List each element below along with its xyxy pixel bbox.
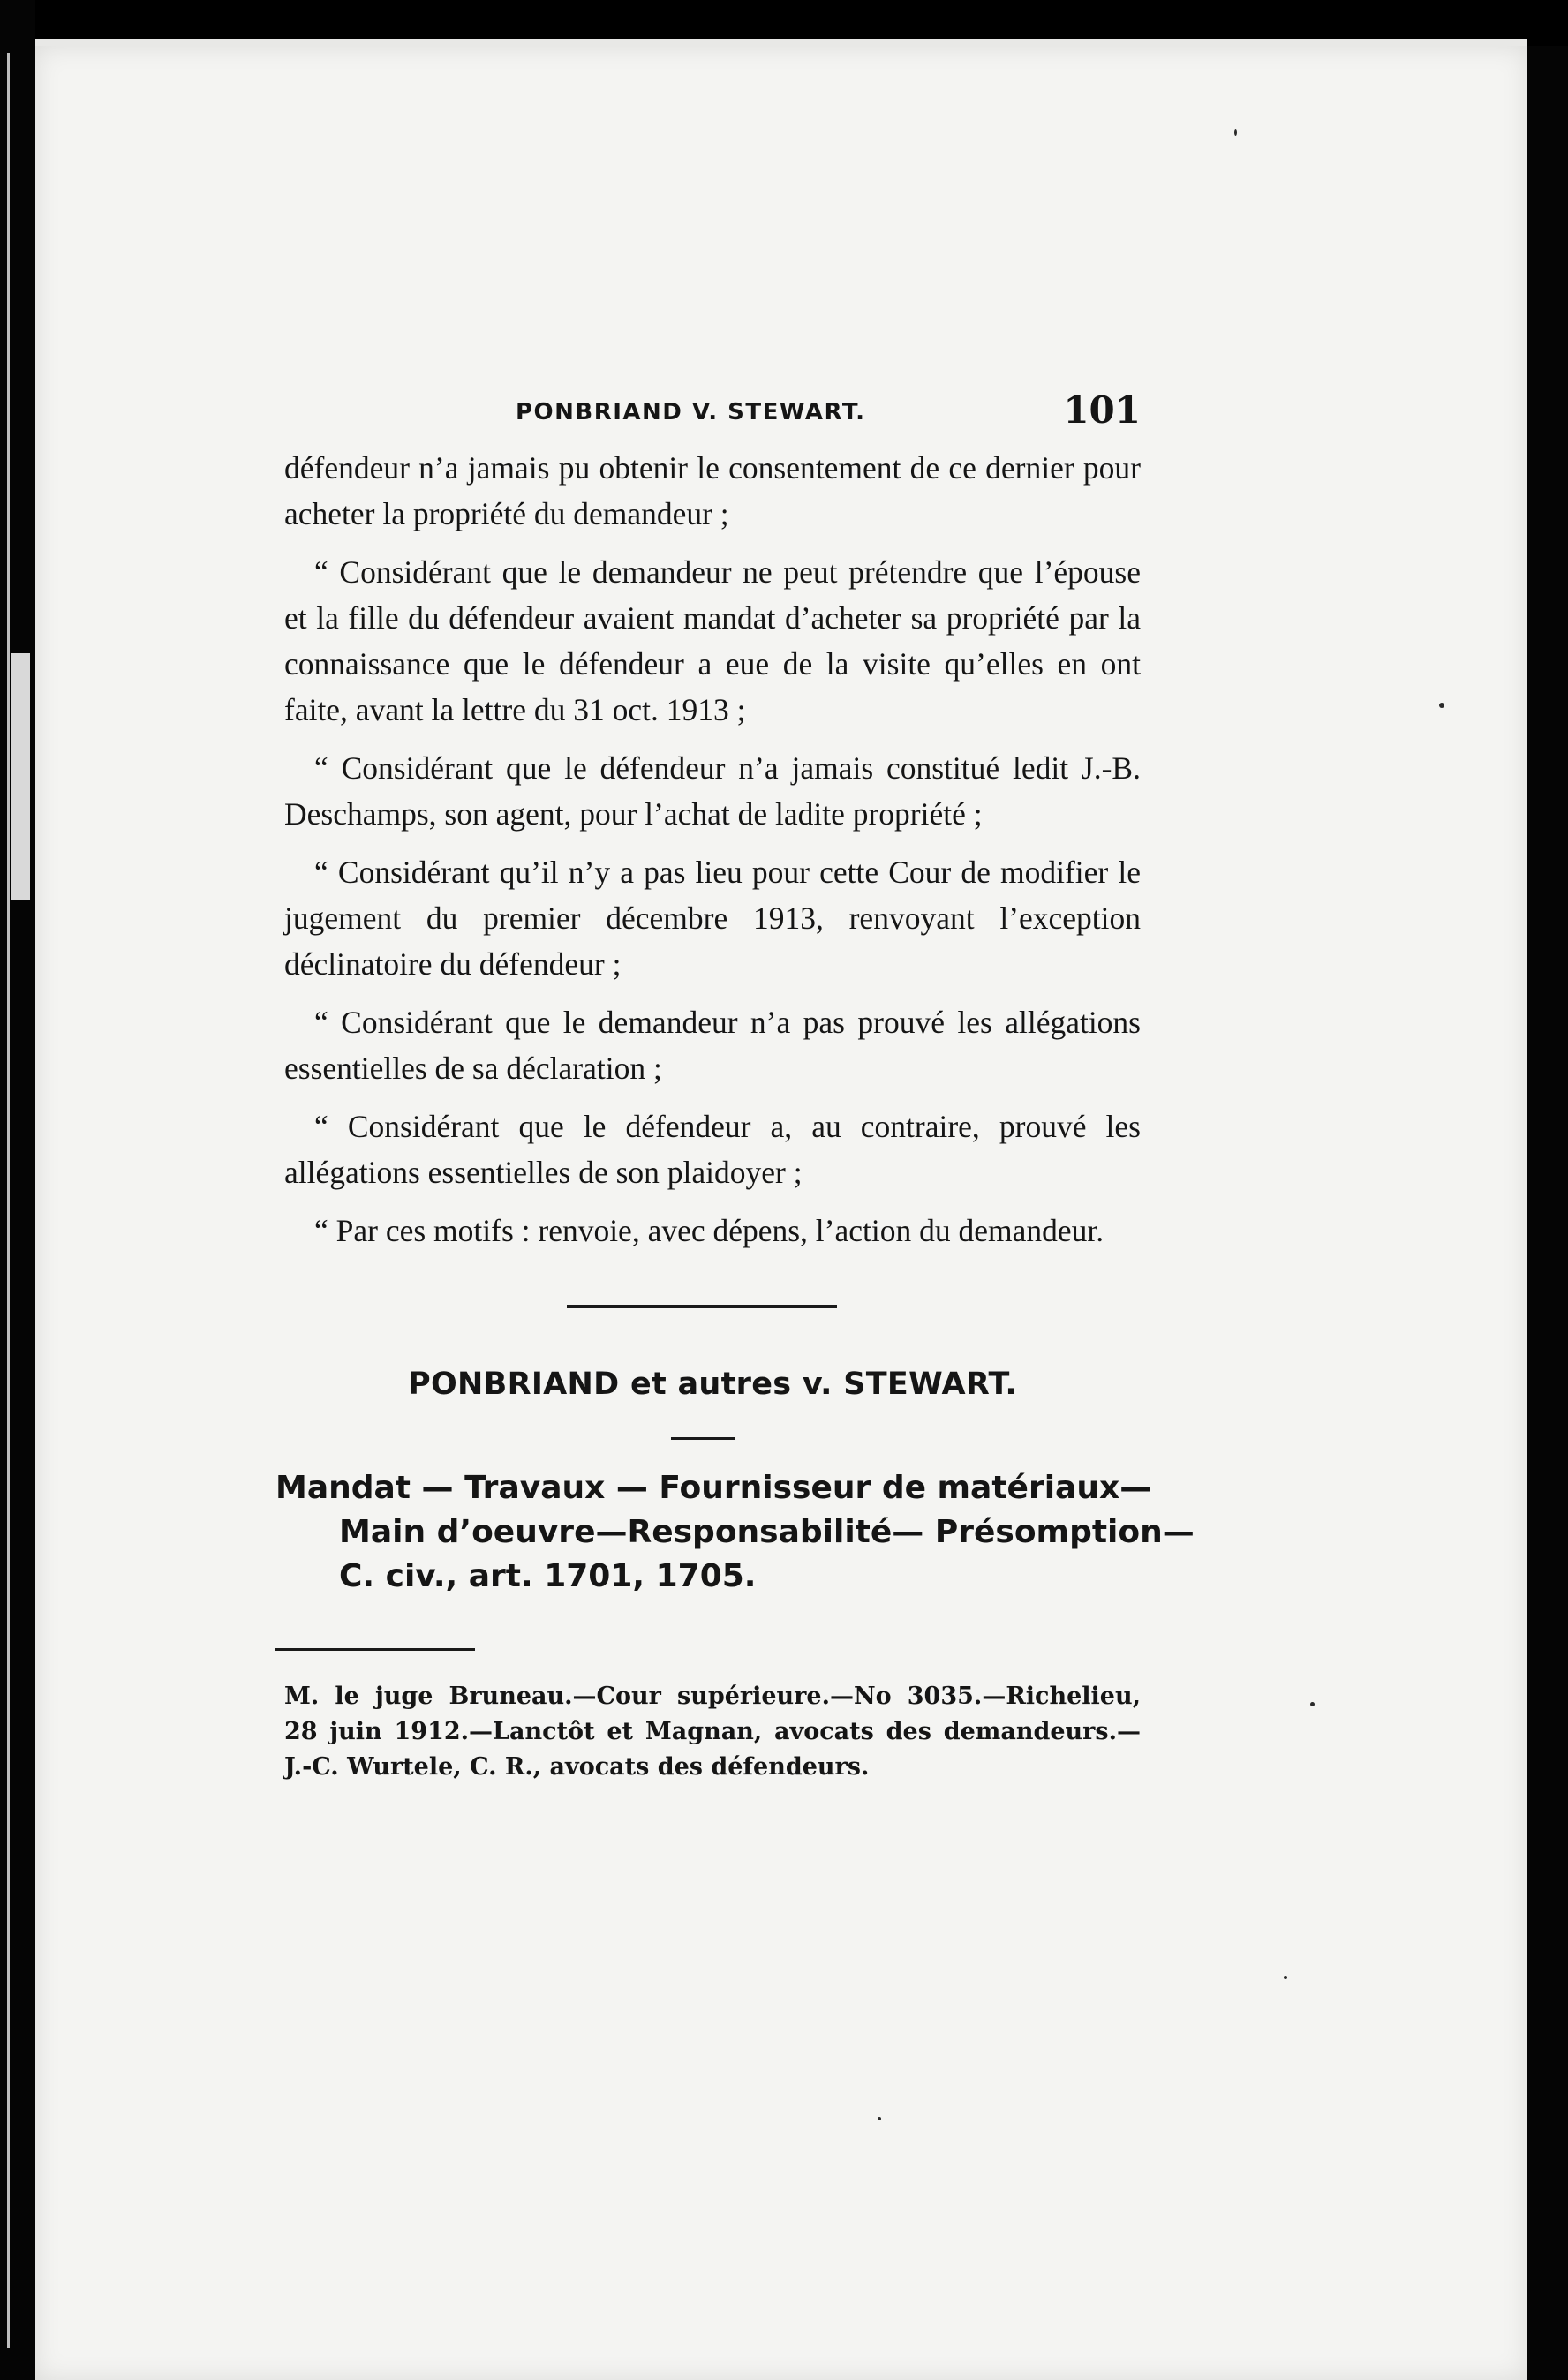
body-paragraph: “ Considérant que le défendeur a, au contraire, prouvé les allégations essentielles de son plaidoyer ; [284, 1109, 1141, 1190]
scan-right-border [1527, 46, 1568, 2380]
headnote-line: Mandat — Travaux — Fournisseur de matériaux— [275, 1470, 1152, 1506]
section-divider [567, 1305, 837, 1308]
print-speck [878, 2117, 881, 2120]
page-number: 101 [1063, 388, 1141, 432]
print-speck [1234, 129, 1237, 136]
spine-binding [11, 653, 30, 900]
spine-edge [7, 53, 10, 2348]
body-paragraph: “ Considérant que le demandeur n’a pas prouvé les allégations essentielles de sa déclaration ; [284, 1005, 1141, 1086]
body-paragraph: “ Par ces motifs : renvoie, avec dépens, l’action du demandeur. [314, 1213, 1104, 1248]
print-speck [1439, 703, 1444, 708]
scan-left-border [0, 0, 35, 2380]
court-note: M. le juge Bruneau.—Cour supérieure.—No 3035.—Richelieu, 28 juin 1912.—Lanctôt et Magnan, avocats des demandeurs.—J.-C. Wurtele, C. R., avocats des défendeurs. [284, 1683, 1141, 1781]
headnote-rule [275, 1648, 475, 1651]
running-head [284, 388, 1141, 445]
print-speck [1310, 1702, 1315, 1706]
title-rule [671, 1437, 735, 1440]
body-paragraph: “ Considérant qu’il n’y a pas lieu pour cette Cour de modifier le jugement du premier décembre 1913, renvoyant l’exception déclinatoire du défendeur ; [284, 855, 1141, 982]
headnote-line: C. civ., art. 1701, 1705. [339, 1558, 757, 1594]
page-content [275, 388, 1195, 1785]
case-title: PONBRIAND et autres v. STEWART. [408, 1367, 1017, 1402]
print-speck [1284, 1976, 1287, 1979]
body-paragraph: défendeur n’a jamais pu obtenir le consentement de ce dernier pour acheter la propriété du demandeur ; [284, 450, 1141, 531]
body-paragraph: “ Considérant que le défendeur n’a jamais constitué ledit J.-B. Deschamps, son agent, pour l’achat de ladite propriété ; [284, 750, 1141, 832]
headnote [275, 1466, 1195, 1599]
headnote-line: Main d’oeuvre—Responsabilité— Présomption— [339, 1514, 1195, 1550]
running-title: PONBRIAND V. STEWART. [516, 399, 866, 426]
body-paragraph: “ Considérant que le demandeur ne peut prétendre que l’épouse et la fille du défendeur avaient mandat d’acheter sa propriété par la connaissance que le défendeur a eue de la visite qu’elles en ont faite, avant la lettre du 31 oct. 1913 ; [284, 554, 1141, 727]
